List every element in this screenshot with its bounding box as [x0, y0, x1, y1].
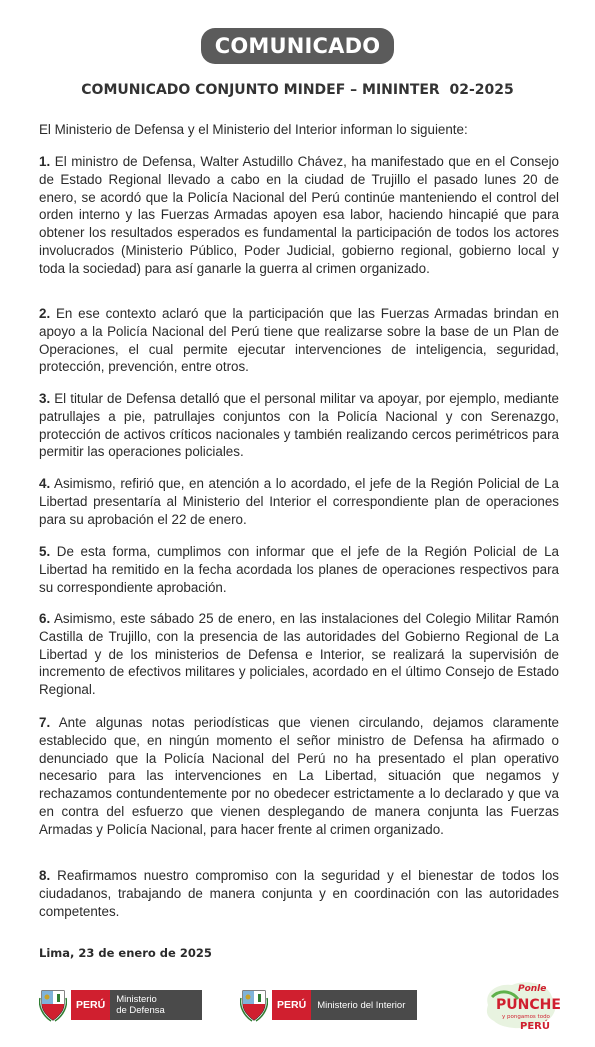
- paragraph-5: [39, 543, 559, 596]
- paragraph-text: Ante algunas notas periodísticas que vienen circulando, dejamos claramente establecido que, en ningún momento el señor ministro de Defensa ha afirmado o denunciado que la Policía Nacional del Perú no ha presentado el plan operativo necesario para las intervenciones en La Libertad, situación que negamos y rechazamos contundentemente por no obedecer estrictamente a lo declarado y que va en contra del esfuerzo que vienen desplegando de manera conjunta las Fuerzas Armadas y Policía Nacional, para hacer frente al crimen organizado.: [39, 715, 559, 837]
- paragraph-4: [39, 475, 559, 528]
- peru-text: PERÚ: [520, 1021, 550, 1032]
- intro-text: El Ministerio de Defensa y el Ministerio del Interior informan lo siguiente:: [39, 122, 468, 137]
- paragraph-3: [39, 390, 559, 461]
- ministerio-interior-label: Ministerio del Interior: [311, 990, 417, 1020]
- ministerio-line-1: Ministerio: [116, 994, 157, 1005]
- ponle-punche-peru-logo: [482, 975, 562, 1035]
- peru-label: PERÚ: [71, 990, 110, 1020]
- paragraph-text: Reafirmamos nuestro compromiso con la seguridad y el bienestar de todos los ciudadanos, trabajando de manera conjunta y en coordinación con las autoridades competentes.: [39, 868, 559, 919]
- mindef-logo: [39, 987, 259, 1023]
- coat-of-arms-icon: [39, 988, 67, 1022]
- date-line: Lima, 23 de enero de 2025: [39, 946, 212, 960]
- coat-of-arms-icon: [240, 988, 268, 1022]
- paragraph-text: De esta forma, cumplimos con informar que el jefe de la Región Policial de La Libertad ha remitido en la fecha acordada los planes de operaciones respectivos para su correspondiente aprobación.: [39, 544, 559, 595]
- paragraph-number: 1.: [39, 154, 51, 169]
- paragraph-6: [39, 610, 559, 699]
- paragraph-number: 6.: [39, 611, 51, 626]
- ministerio-defensa-label: [110, 990, 202, 1020]
- paragraph-number: 3.: [39, 391, 51, 406]
- comunicado-badge: COMUNICADO: [201, 28, 395, 64]
- ministerio-line-2: de Defensa: [116, 1005, 165, 1016]
- paragraph-1: [39, 153, 559, 278]
- document-title: COMUNICADO CONJUNTO MINDEF – MININTER 02-2025: [81, 82, 514, 98]
- mininter-logo: [240, 987, 420, 1023]
- peru-label: PERÚ: [272, 990, 311, 1020]
- paragraph-8: [39, 867, 559, 920]
- paragraph-text: En ese contexto aclaró que la participación que las Fuerzas Armadas brindan en apoyo a la Policía Nacional del Perú tiene que realizarse sobre la base de un Plan de Operaciones, el cual permite ejecutar intervenciones de inteligencia, seguridad, protección, prevención, entre otros.: [39, 306, 559, 375]
- paragraph-text: El titular de Defensa detalló que el personal militar va apoyar, por ejemplo, mediante patrullajes a pie, patrullajes conjuntos con la Policía Nacional y con Serenazgo, protección de activos críticos nacionales y también realizando cercos perimétricos para permitir las operaciones policiales.: [39, 391, 559, 460]
- pongamos-text: y pongamos todo: [502, 1014, 550, 1020]
- paragraph-number: 7.: [39, 715, 51, 730]
- paragraph-text: Asimismo, refirió que, en atención a lo acordado, el jefe de la Región Policial de La Libertad presentaría al Ministerio del Interior el correspondiente plan de operaciones para su aprobación el 22 de enero.: [39, 476, 559, 527]
- paragraph-7: [39, 714, 559, 839]
- paragraph-number: 2.: [39, 306, 51, 321]
- header-badge-wrap: [0, 28, 595, 64]
- paragraph-text: El ministro de Defensa, Walter Astudillo Chávez, ha manifestado que en el Consejo de Estado Regional llevado a cabo en la ciudad de Trujillo el pasado lunes 20 de enero, se acordó que la Policía Nacional del Perú continúe manteniendo el control del orden interno y las Fuerzas Armadas apoyen esa labor, haciendo hincapié que para obtener los resultados esperados es fundamental la participación de todos los actores involucrados (Ministerio Público, Poder Judicial, gobierno regional, gobierno local y toda la sociedad) para así ganarle la guerra al crimen organizado.: [39, 154, 559, 276]
- punche-text: PUNCHE: [496, 997, 561, 1013]
- paragraph-number: 8.: [39, 868, 51, 883]
- ponle-text: Ponle: [518, 984, 547, 994]
- paragraph-number: 5.: [39, 544, 51, 559]
- paragraph-text: Asimismo, este sábado 25 de enero, en las instalaciones del Colegio Militar Ramón Castilla de Trujillo, con la presencia de las autoridades del Gobierno Regional de La Libertad y de los ministerios de Defensa e Interior, se realizará la supervisión de incremento de efectivos militares y policiales, acordado en el último Consejo de Estado Regional.: [39, 611, 559, 698]
- paragraph-number: 4.: [39, 476, 51, 491]
- paragraph-2: [39, 305, 559, 376]
